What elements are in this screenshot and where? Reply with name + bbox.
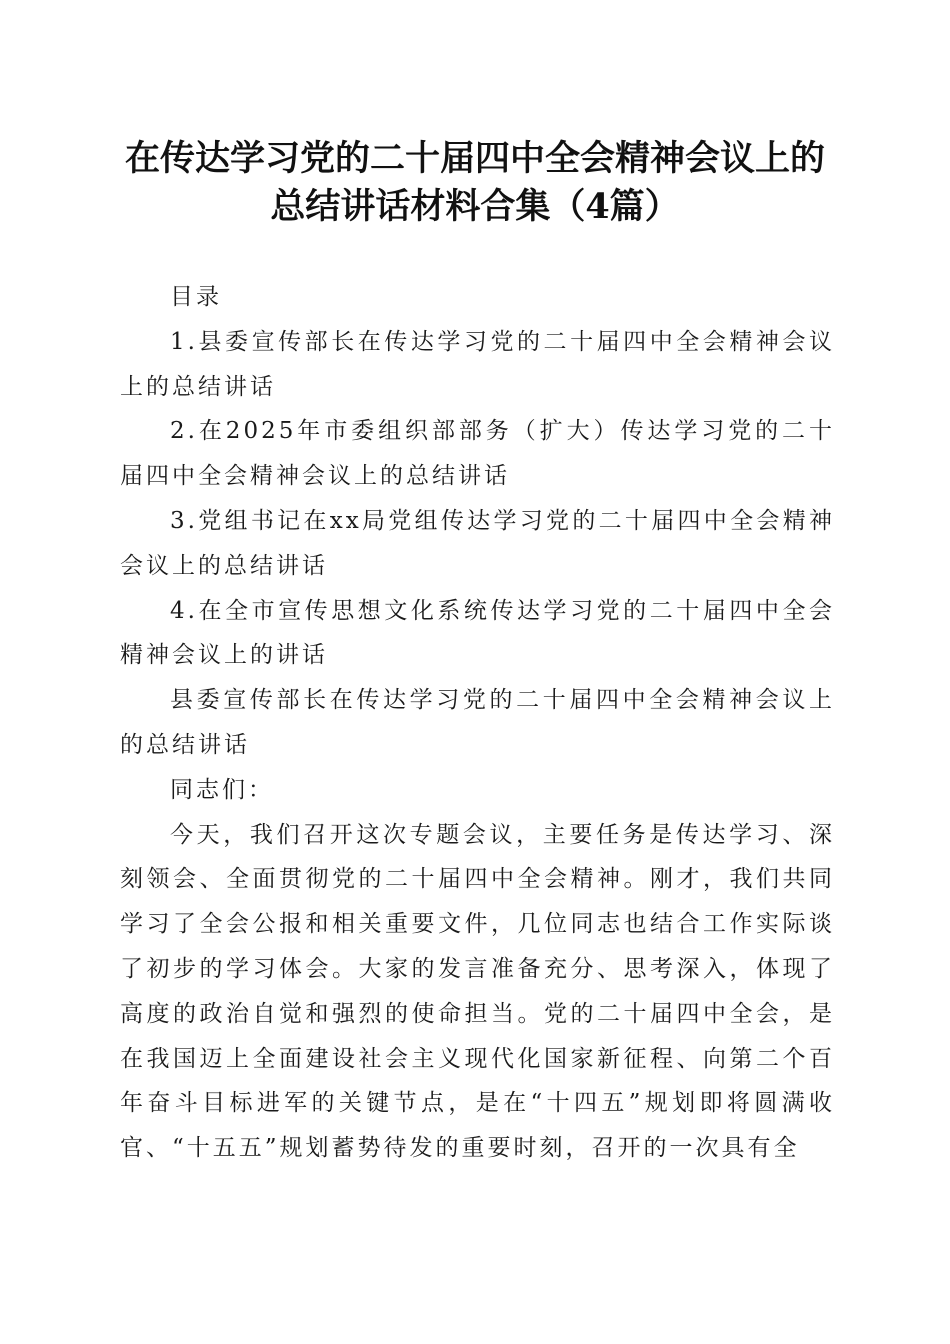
toc-item-4: 4.在全市宣传思想文化系统传达学习党的二十届四中全会精神会议上的讲话 — [120, 597, 835, 669]
toc-item-3: 3.党组书记在xx局党组传达学习党的二十届四中全会精神会议上的总结讲话 — [120, 507, 835, 579]
document-body — [120, 275, 835, 1171]
toc-item-2: 2.在2025年市委组织部部务（扩大）传达学习党的二十届四中全会精神会议上的总结讲话 — [120, 418, 835, 490]
toc-heading: 目录 — [170, 284, 222, 310]
section-title: 县委宣传部长在传达学习党的二十届四中全会精神会议上的总结讲话 — [120, 687, 835, 758]
body-paragraph-1: 今天，我们召开这次专题会议，主要任务是传达学习、深刻领会、全面贯彻党的二十届四中全会精神。刚才，我们共同学习了全会公报和相关重要文件，几位同志也结合工作实际谈了初步的学习体会。大家的发言准备充分、思考深入，体现了高度的政治自觉和强烈的使命担当。党的二十届四中全会，是在我国迈上全面建设社会主义现代化国家新征程、向第二个百年奋斗目标进军的关键节点，是在“十四五”规划即将圆满收官、“十五五”规划蓄势待发的重要时刻，召开的一次具有全 — [120, 821, 835, 1162]
title-text-1: 在传达学习党的二十届四中全会精神会议上的 — [124, 138, 825, 179]
title-text-2: 总结讲话材料合集（4篇） — [270, 186, 680, 227]
document-title-line-2 — [100, 183, 850, 231]
toc-item-1: 1.县委宣传部长在传达学习党的二十届四中全会精神会议上的总结讲话 — [120, 328, 835, 400]
document-title-line-1 — [100, 135, 850, 183]
salutation: 同志们： — [170, 776, 274, 803]
